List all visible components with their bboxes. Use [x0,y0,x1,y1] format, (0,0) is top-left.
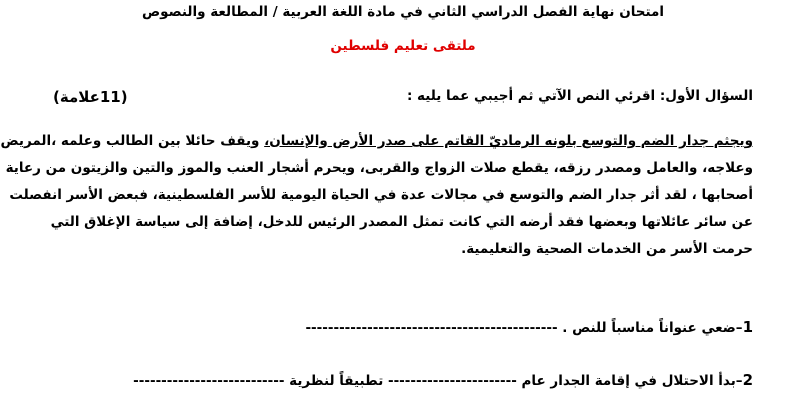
question-prompt: السؤال الأول: اقرئي النص الآتي ثم أجيبي عما يليه : [406,88,753,104]
task-text: –ضعي عنواناً مناسباً للنص . --------------------------------------------- [305,320,743,336]
exam-subtitle: ملتقى تعليم فلسطين [330,38,476,54]
question-header [53,88,753,110]
task-item [53,371,753,393]
passage-line: وعلاجه، والعامل ومصدر رزقه، يقطع صلات الزواج والقربى، ويحرم أشجار العنب والموز والتين والزيتون من رعاية [5,160,753,176]
passage-line: حرمت الأسر من الخدمات الصحية والتعليمية. [461,241,753,257]
passage-text: ويقف حائلا بين الطالب وعلمه ،المريض [0,133,265,149]
passage-line: عن سائر عائلاتها وبعضها فقد أرضه التي كانت تمثل المصدر الرئيس للدخل، إضافة إلى سياسة الإغلاق التي [50,214,753,230]
passage-line: أصحابها ، لقد أثر جدار الضم والتوسع في مجالات عدة في الحياة اليومية للأسر الفلسطينية، فبعض الأسر انفصلت [9,187,753,203]
question-marks: (11علامة) [53,88,128,106]
task-number: 1 [742,318,753,336]
exam-title: امتحان نهاية الفصل الدراسي الثاني في مادة اللغة العربية / المطالعة والنصوص [141,4,665,20]
passage-line [0,128,753,155]
task-text: –بدأ الاحتلال في إقامة الجدار عام ----------------------- تطبيقاً لنظرية --------------------------- [133,373,743,389]
reading-passage [0,128,753,263]
task-item [53,318,753,340]
passage-underlined-text: ويجثم جدار الضم والتوسع بلونه الرماديّ القاتم على صدر الأرض والإنسان، [264,133,753,149]
task-number: 2 [742,371,753,389]
